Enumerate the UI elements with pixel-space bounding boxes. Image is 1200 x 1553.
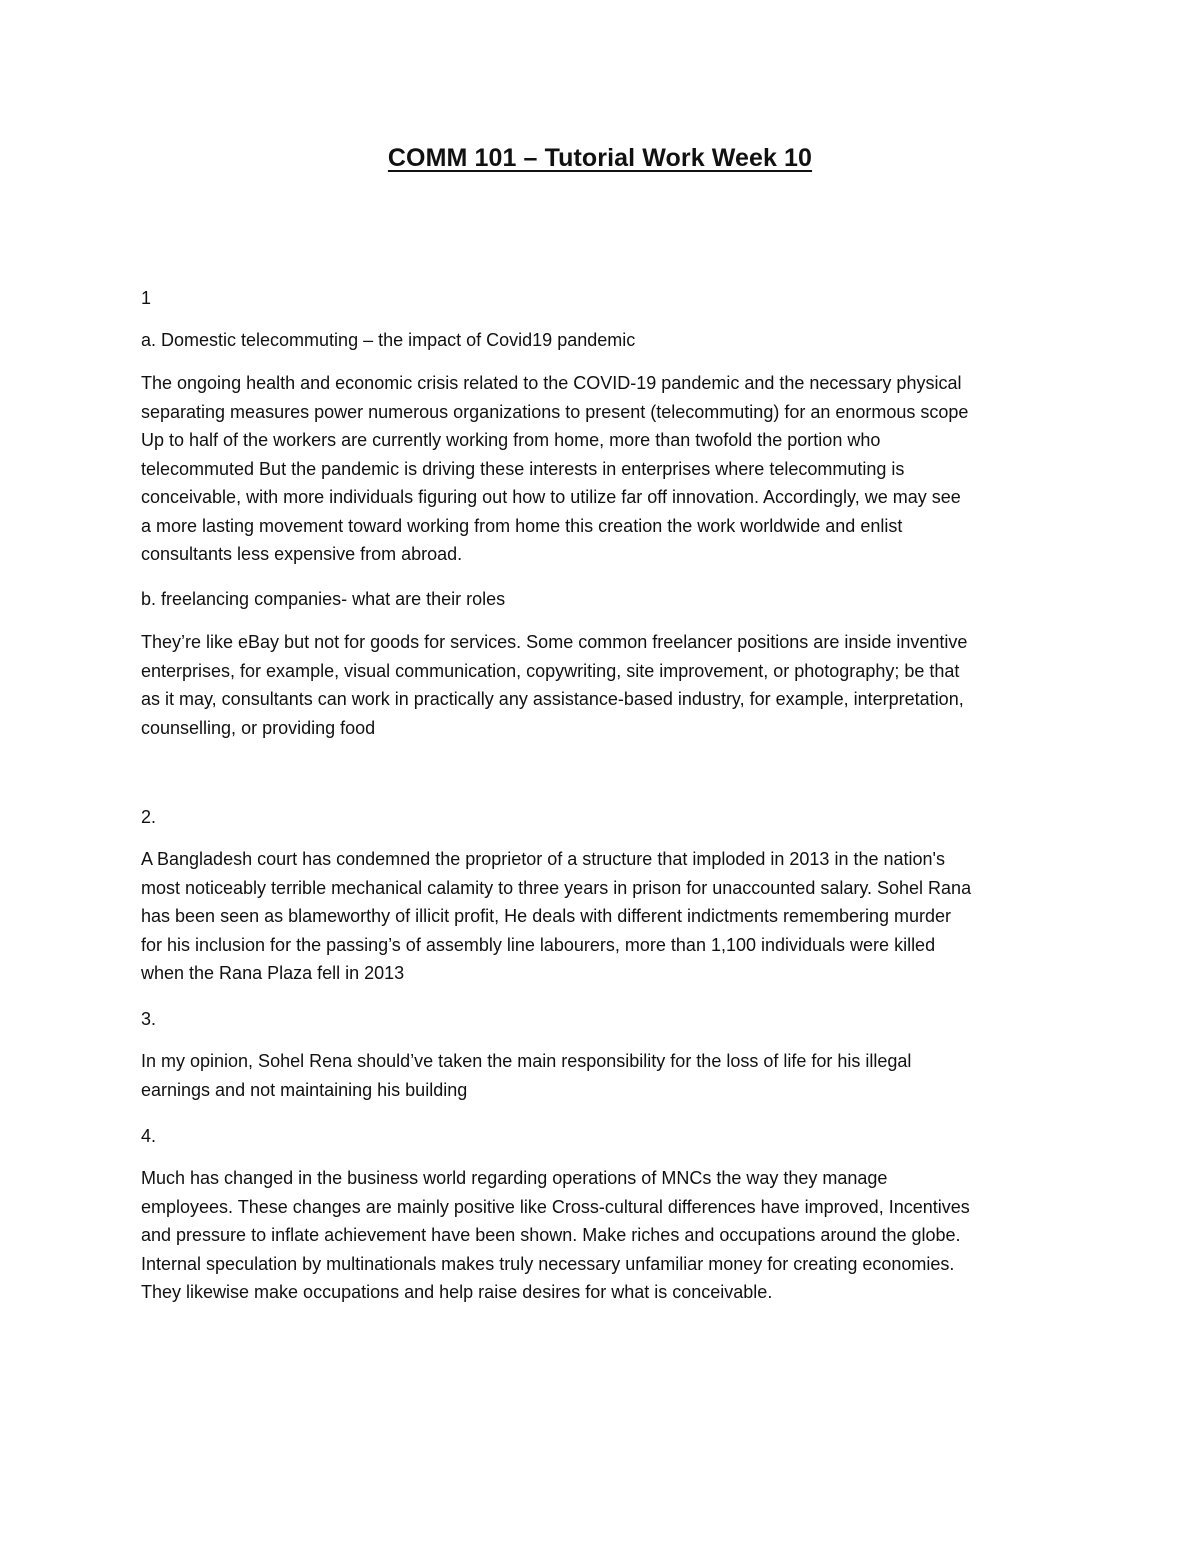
answer-line: A Bangladesh court has condemned the proprietor of a structure that imploded in 2013 in the nation's (141, 849, 945, 869)
question-number-3: 3. (141, 1009, 157, 1029)
answer-line: conceivable, with more individuals figuring out how to utilize far off innovation. Accordingly, we may see (141, 487, 961, 507)
question-3-answer (141, 1047, 1061, 1104)
answer-line: earnings and not maintaining his building (141, 1079, 468, 1100)
question-4-answer (141, 1164, 1061, 1307)
question-number-1: 1 (141, 288, 152, 308)
answer-line: The ongoing health and economic crisis related to the COVID-19 pandemic and the necessary physical (141, 373, 962, 393)
answer-line: counselling, or providing food (141, 717, 376, 738)
answer-line: and pressure to inflate achievement have been shown. Make riches and occupations around the globe. (141, 1225, 961, 1245)
question-1a-heading: a. Domestic telecommuting – the impact of Covid19 pandemic (141, 330, 636, 350)
answer-line: consultants less expensive from abroad. (141, 544, 463, 564)
answer-line: In my opinion, Sohel Rena should’ve taken the main responsibility for the loss of life for his illegal (141, 1051, 912, 1071)
answer-line: as it may, consultants can work in practically any assistance-based industry, for example, interpretation, (141, 689, 964, 709)
question-1a-answer (141, 369, 1061, 569)
answer-line: Up to half of the workers are currently working from home, more than twofold the portion who (141, 430, 881, 450)
answer-line: a more lasting movement toward working from home this creation the work worldwide and enlist (141, 515, 903, 536)
question-number-2: 2. (141, 807, 157, 827)
answer-line: Much has changed in the business world regarding operations of MNCs the way they manage (141, 1168, 888, 1188)
question-number-4: 4. (141, 1126, 157, 1146)
answer-line: separating measures power numerous organizations to present (telecommuting) for an enormous scope (141, 401, 969, 422)
answer-line: telecommuted But the pandemic is driving these interests in enterprises where telecommuting is (141, 458, 905, 479)
document-title: COMM 101 – Tutorial Work Week 10 (387, 144, 813, 172)
answer-line: most noticeably terrible mechanical calamity to three years in prison for unaccounted salary. Sohel Rana (141, 877, 972, 898)
answer-line: employees. These changes are mainly positive like Cross-cultural differences have improved, Incentives (141, 1196, 970, 1217)
answer-line: has been seen as blameworthy of illicit profit, He deals with different indictments remembering murder (141, 906, 952, 926)
question-1b-heading: b. freelancing companies- what are their roles (141, 589, 506, 609)
answer-line: for his inclusion for the passing’s of assembly line labourers, more than 1,100 individuals were killed (141, 934, 936, 955)
answer-line: enterprises, for example, visual communication, copywriting, site improvement, or photography; be that (141, 660, 960, 681)
answer-line: They’re like eBay but not for goods for services. Some common freelancer positions are inside inventive (141, 632, 968, 652)
answer-line: when the Rana Plaza fell in 2013 (141, 963, 405, 983)
question-2-answer (141, 845, 1061, 988)
answer-line: Internal speculation by multinationals makes truly necessary unfamiliar money for creating economies. (141, 1253, 955, 1274)
question-1b-answer (141, 628, 1061, 742)
answer-line: They likewise make occupations and help raise desires for what is conceivable. (141, 1282, 773, 1302)
